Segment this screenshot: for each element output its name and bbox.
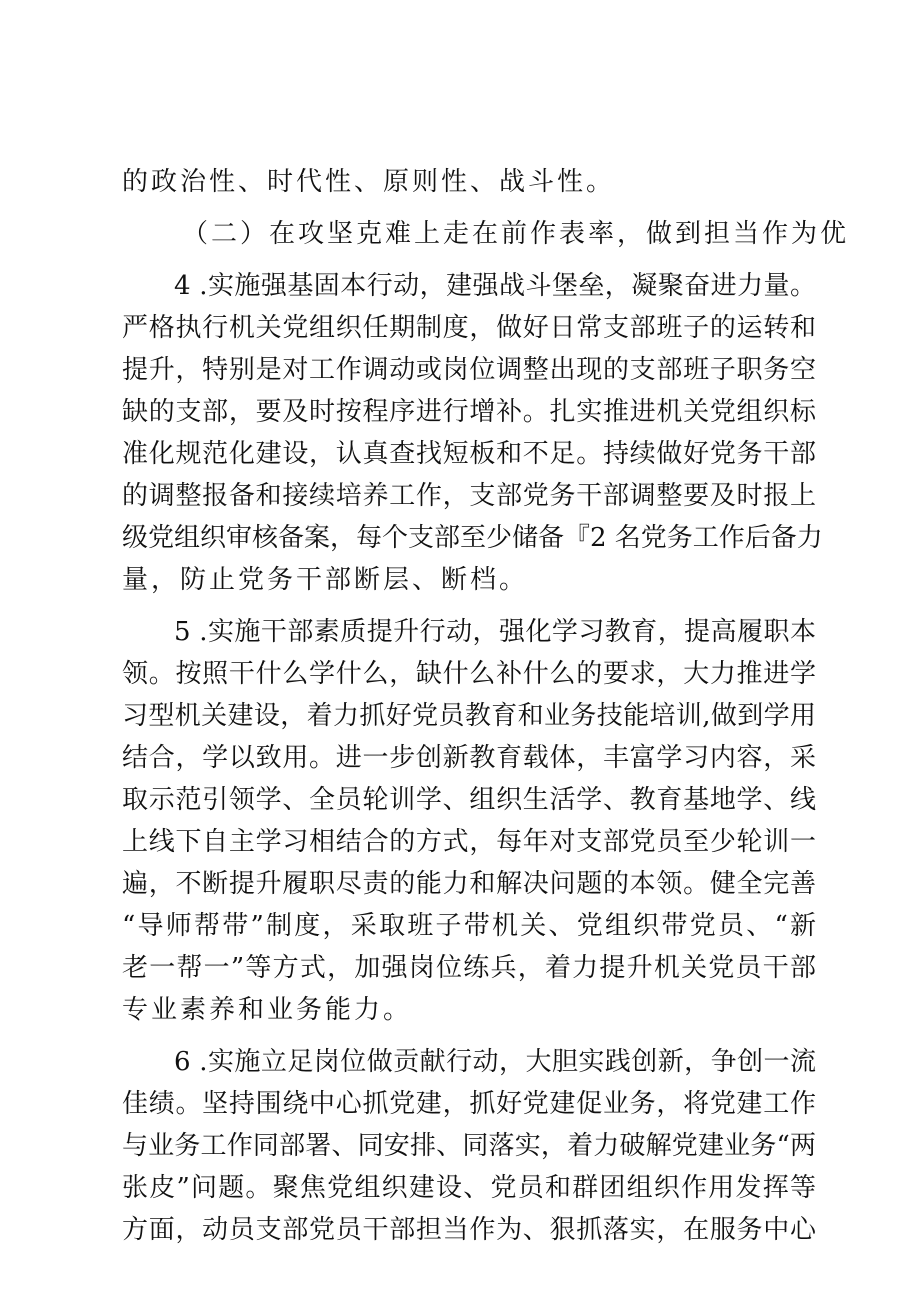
text-line: 方面，动员支部党员干部担当作为、狠抓落实，在服务中心 (122, 1215, 816, 1245)
text-line: 张皮”问题。聚焦党组织建设、党员和群团组织作用发挥等 (122, 1173, 816, 1203)
text-line: 的政治性、时代性、原则性、战斗性。 (122, 167, 616, 197)
text-line: 取示范引领学、全员轮训学、组织生活学、教育基地学、线 (122, 785, 816, 815)
section-heading: （二）在攻坚克难上走在前作表率，做到担当作为优 (182, 219, 850, 249)
text-line: 量，防止党务干部断层、断档。 (122, 565, 529, 595)
text-line: 老一帮一”等方式，加强岗位练兵，着力提升机关党员干部 (122, 953, 816, 983)
text-line: 缺的支部，要及时按程序进行增补。扎实推进机关党组织标 (122, 397, 816, 427)
text-line: 提升，特别是对工作调动或岗位调整出现的支部班子职务空 (122, 355, 816, 385)
text-line: “导师帮带”制度，采取班子带机关、党组织带党员、“新 (122, 911, 816, 941)
text-line: 上线下自主学习相结合的方式，每年对支部党员至少轮训一 (122, 827, 816, 857)
text-line: 佳绩。坚持围绕中心抓党建，抓好党建促业务，将党建工作 (122, 1089, 816, 1119)
text-line: 专业素养和业务能力。 (122, 995, 413, 1025)
text-line: 遍，不断提升履职尽责的能力和解决问题的本领。健全完善 (122, 869, 816, 899)
text-line: 准化规范化建设，认真查找短板和不足。持续做好党务干部 (122, 439, 816, 469)
text-line: 与业务工作同部署、同安排、同落实，着力破解党建业务“两 (122, 1131, 816, 1161)
text-line: 严格执行机关党组织任期制度，做好日常支部班子的运转和 (122, 313, 816, 343)
text-line: 领。按照干什么学什么，缺什么补什么的要求，大力推进学 (122, 659, 816, 689)
paragraph-4-first-line: 4 .实施强基固本行动，建强战斗堡垒，凝聚奋进力量。 (174, 271, 816, 301)
text-line: 习型机关建设，着力抓好党员教育和业务技能培训,做到学用 (122, 701, 816, 731)
paragraph-5-first-line: 5 .实施干部素质提升行动，强化学习教育，提高履职本 (174, 617, 816, 647)
text-line: 的调整报备和接续培养工作，支部党务干部调整要及时报上 (122, 481, 816, 511)
text-line: 级党组织审核备案，每个支部至少储备『2 名党务工作后备力 (122, 523, 823, 553)
text-line: 结合，学以致用。进一步创新教育载体，丰富学习内容，采 (122, 743, 816, 773)
paragraph-6-first-line: 6 .实施立足岗位做贡献行动，大胆实践创新，争创一流 (174, 1047, 816, 1077)
